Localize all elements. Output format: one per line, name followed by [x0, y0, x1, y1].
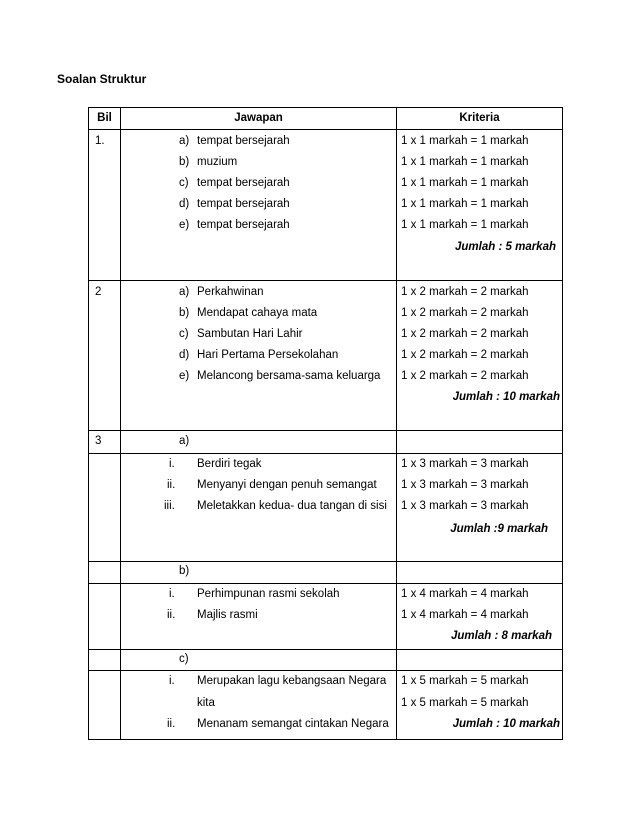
header-jawapan: Jawapan: [121, 108, 397, 130]
q3-b-bil-cell: [89, 584, 121, 650]
q3-c-ii-mark: 1 x 5 markah = 5 markah: [401, 697, 529, 709]
table-row-q1: [89, 130, 563, 281]
q3-a-label-cell: [121, 431, 397, 454]
q3-bil: 3: [95, 435, 102, 447]
q3-c-i-text-line2: kita: [197, 697, 215, 709]
q1-d-mark: 1 x 1 markah = 1 markah: [401, 198, 529, 210]
q3-c-ii-num: ii.: [167, 718, 176, 730]
q3-b-ii-num: ii.: [167, 609, 176, 621]
q2-b-mark: 1 x 2 markah = 2 markah: [401, 307, 529, 319]
q3-a-iii-text: Meletakkan kedua- dua tangan di sisi: [197, 500, 387, 512]
q2-b-letter: b): [179, 307, 190, 319]
table-row-q3-a: [89, 454, 563, 562]
q3-a-i-text: Berdiri tegak: [197, 458, 262, 470]
q3-c-label: c): [179, 653, 189, 665]
q2-bil-cell: [89, 281, 121, 431]
q3-b-label-kriteria-cell: [397, 562, 563, 584]
q3-c-ii-text: Menanam semangat cintakan Negara: [197, 718, 389, 730]
q2-a-letter: a): [179, 286, 190, 298]
q3-c-i-mark: 1 x 5 markah = 5 markah: [401, 675, 529, 687]
q2-a-text: Perkahwinan: [197, 286, 264, 298]
q3-b-label-bil-cell: [89, 562, 121, 584]
q3-c-kriteria-cell: [397, 671, 563, 740]
q3-c-label-bil-cell: [89, 650, 121, 671]
q1-a-mark: 1 x 1 markah = 1 markah: [401, 135, 529, 147]
table-header-row: [89, 108, 563, 130]
q3-a-iii-num: iii.: [164, 500, 175, 512]
q1-c-letter: c): [179, 177, 189, 189]
q3-b-ii-text: Majlis rasmi: [197, 609, 258, 621]
q1-e-text: tempat bersejarah: [197, 219, 290, 231]
q1-d-letter: d): [179, 198, 190, 210]
q1-bil: 1.: [95, 135, 105, 147]
q1-e-letter: e): [179, 219, 190, 231]
q3-a-bil-cell: [89, 454, 121, 562]
q1-b-text: muzium: [197, 156, 238, 168]
q3-c-i-text-line1: Merupakan lagu kebangsaan Negara: [197, 675, 387, 687]
q3-a-ii-num: ii.: [167, 479, 176, 491]
q3-c-bil-cell: [89, 671, 121, 740]
q1-kriteria-cell: [397, 130, 563, 281]
q3-c-jawapan-cell: [121, 671, 397, 740]
q2-bil: 2: [95, 286, 102, 298]
table-row-q3-c-label: [89, 650, 563, 671]
q3-b-kriteria-cell: [397, 584, 563, 650]
q3-a-ii-text: Menyanyi dengan penuh semangat: [197, 479, 377, 491]
q1-d-text: tempat bersejarah: [197, 198, 290, 210]
q3-a-iii-mark: 1 x 3 markah = 3 markah: [401, 500, 529, 512]
marking-scheme-table: [88, 107, 563, 740]
q1-e-mark: 1 x 1 markah = 1 markah: [401, 219, 529, 231]
q3-b-i-num: i.: [169, 588, 175, 600]
q1-a-text: tempat bersejarah: [197, 135, 290, 147]
q1-c-mark: 1 x 1 markah = 1 markah: [401, 177, 529, 189]
header-kriteria: Kriteria: [397, 108, 563, 130]
q2-total: Jumlah : 10 markah: [452, 391, 560, 403]
q2-c-text: Sambutan Hari Lahir: [197, 328, 303, 340]
q3-bil-cell: [89, 431, 121, 454]
q1-bil-cell: [89, 130, 121, 281]
q3-b-label: b): [179, 565, 190, 577]
q2-e-mark: 1 x 2 markah = 2 markah: [401, 370, 529, 382]
q2-a-mark: 1 x 2 markah = 2 markah: [401, 286, 529, 298]
q3-b-jawapan-cell: [121, 584, 397, 650]
q2-c-mark: 1 x 2 markah = 2 markah: [401, 328, 529, 340]
table-row-q2: [89, 281, 563, 431]
table-row-q3: [89, 431, 563, 454]
q3-a-total: Jumlah :9 markah: [450, 523, 548, 535]
q2-d-mark: 1 x 2 markah = 2 markah: [401, 349, 529, 361]
q3-a-label-kriteria-cell: [397, 431, 563, 454]
q3-b-total: Jumlah : 8 markah: [451, 630, 552, 642]
q1-total: Jumlah : 5 markah: [455, 241, 556, 253]
q2-jawapan-cell: [121, 281, 397, 431]
q3-b-label-cell: [121, 562, 397, 584]
q3-c-label-cell: [121, 650, 397, 671]
q2-e-letter: e): [179, 370, 190, 382]
q1-b-letter: b): [179, 156, 190, 168]
q2-d-text: Hari Pertama Persekolahan: [197, 349, 339, 361]
q3-c-label-kriteria-cell: [397, 650, 563, 671]
q3-a-jawapan-cell: [121, 454, 397, 562]
q3-b-i-text: Perhimpunan rasmi sekolah: [197, 588, 340, 600]
q2-d-letter: d): [179, 349, 190, 361]
q2-b-text: Mendapat cahaya mata: [197, 307, 318, 319]
table-row-q3-c: [89, 671, 563, 740]
q3-a-kriteria-cell: [397, 454, 563, 562]
page-title: Soalan Struktur: [57, 72, 147, 86]
q2-c-letter: c): [179, 328, 189, 340]
q3-c-total: Jumlah : 10 markah: [452, 718, 560, 730]
table-row-q3-b: [89, 584, 563, 650]
table-row-q3-b-label: [89, 562, 563, 584]
q1-a-letter: a): [179, 135, 190, 147]
q3-a-i-mark: 1 x 3 markah = 3 markah: [401, 458, 529, 470]
q3-a-i-num: i.: [169, 458, 175, 470]
q1-jawapan-cell: [121, 130, 397, 281]
q3-b-ii-mark: 1 x 4 markah = 4 markah: [401, 609, 529, 621]
q3-b-i-mark: 1 x 4 markah = 4 markah: [401, 588, 529, 600]
q2-kriteria-cell: [397, 281, 563, 431]
header-bil: Bil: [89, 108, 121, 130]
q3-a-ii-mark: 1 x 3 markah = 3 markah: [401, 479, 529, 491]
q2-e-text: Melancong bersama-sama keluarga: [197, 370, 381, 382]
q3-c-i-num: i.: [169, 675, 175, 687]
q1-c-text: tempat bersejarah: [197, 177, 290, 189]
q3-a-label: a): [179, 435, 190, 447]
q1-b-mark: 1 x 1 markah = 1 markah: [401, 156, 529, 168]
